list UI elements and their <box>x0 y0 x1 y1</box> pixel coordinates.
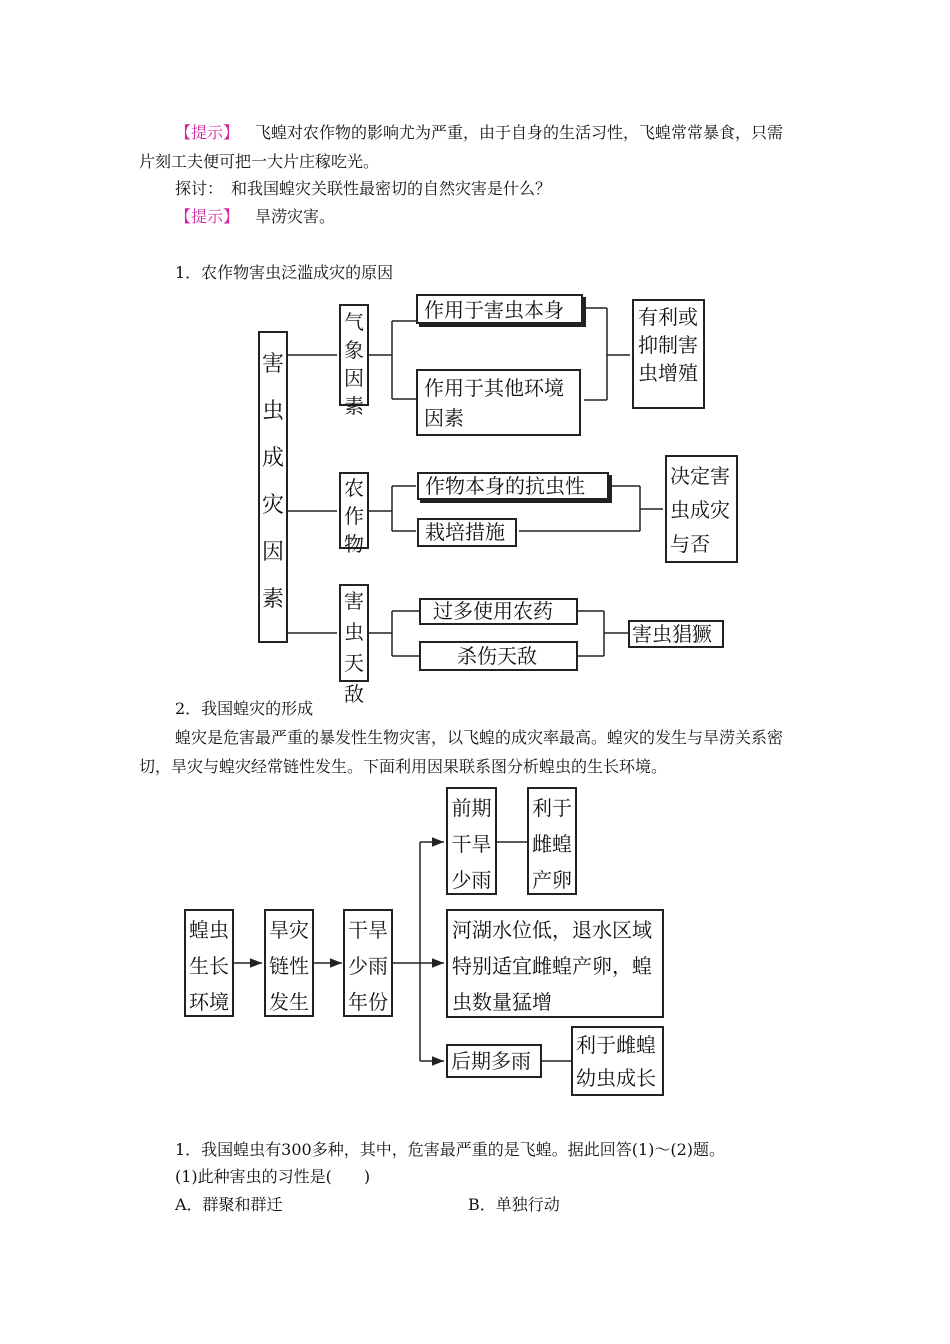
late-rain-box: 后期多雨 <box>446 1044 542 1078</box>
section2-paragraph-line-1: 蝗灾是危害最严重的暴发性生物灾害，以飞蝗的成灾率最高。蝗灾的发生与旱涝关系密 <box>175 728 784 747</box>
pest-outbreak-box: 害虫猖獗 <box>628 620 724 648</box>
dry-year-box: 干旱少雨年份 <box>343 909 393 1017</box>
section-heading-2: 2．我国蝗灾的形成 <box>175 699 314 718</box>
kill-enemies-box: 杀伤天敌 <box>419 641 578 671</box>
early-result-box: 利于雌蝗产卵 <box>527 787 577 895</box>
climate-result-box: 有利或抑制害虫增殖 <box>632 299 705 409</box>
pesticide-box: 过多使用农药 <box>419 598 578 625</box>
locust-env-box: 蝗虫生长环境 <box>184 909 234 1017</box>
hint-answer: 旱涝灾害。 <box>255 207 336 226</box>
late-result-box: 利于雌蝗幼虫成长 <box>571 1026 664 1096</box>
root-factors-box: 害虫成灾因素 <box>258 331 288 643</box>
option-b[interactable]: B．单独行动 <box>468 1195 560 1214</box>
climate-effect-env-box: 作用于其他环境因素 <box>416 369 581 436</box>
section2-paragraph-line-2: 切，旱灾与蝗灾经常链性发生。下面利用因果联系图分析蝗虫的生长环境。 <box>139 757 668 776</box>
climate-effect-self-box: 作用于害虫本身 <box>416 294 583 324</box>
section-heading-1: 1．农作物害虫泛滥成灾的原因 <box>175 263 394 282</box>
hint-text: 飞蝗对农作物的影响尤为严重，由于自身的生活习性，飞蝗常常暴食，只需 <box>255 123 784 142</box>
early-drought-box: 前期干旱少雨 <box>446 787 497 895</box>
climate-factor-box: 气象因素 <box>339 304 369 406</box>
hint-tag: 【提示】 <box>175 207 240 226</box>
option-a[interactable]: A．群聚和群迁 <box>175 1195 283 1214</box>
crop-factor-box: 农作物 <box>339 472 369 549</box>
cultivation-box: 栽培措施 <box>417 518 517 547</box>
crop-result-box: 决定害虫成灾与否 <box>665 455 738 563</box>
drought-chain-box: 旱灾链性发生 <box>264 909 314 1017</box>
discussion-question: 探讨： 和我国蝗灾关联性最密切的自然灾害是什么？ <box>175 179 552 198</box>
hint-line-2: 片刻工夫便可把一大片庄稼吃光。 <box>139 152 380 171</box>
crop-resistance-box: 作物本身的抗虫性 <box>417 472 609 500</box>
sub-question-1: (1)此种害虫的习性是( ) <box>175 1167 371 1186</box>
question-text: 1．我国蝗虫有300多种，其中，危害最严重的是飞蝗。据此回答(1)～(2)题。 <box>175 1140 726 1159</box>
low-water-box: 河湖水位低，退水区域特别适宜雌蝗产卵，蝗虫数量猛增 <box>446 909 664 1018</box>
natural-enemy-box: 害虫天敌 <box>339 584 369 682</box>
hint-tag: 【提示】 <box>175 123 240 142</box>
